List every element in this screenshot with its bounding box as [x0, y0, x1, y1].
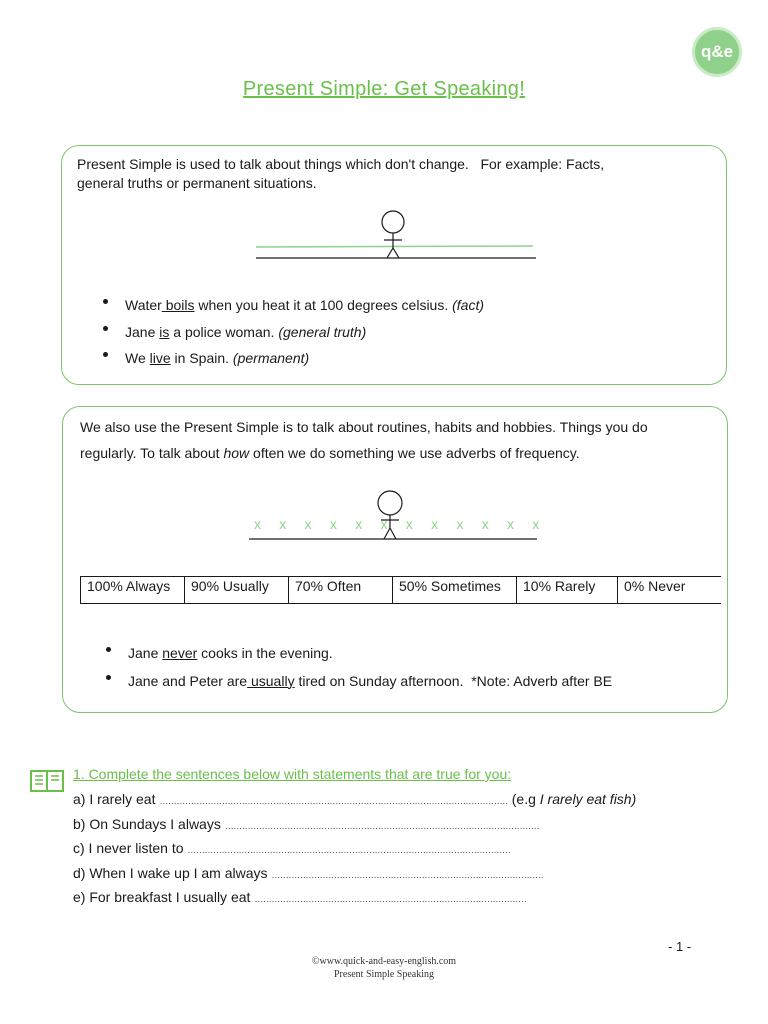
x-mark: x [456, 516, 464, 532]
logo-text: q&e [700, 42, 734, 61]
list-item: Jane and Peter are usually tired on Sunday afternoon. *Note: Adverb after BE [104, 668, 612, 696]
answer-blank[interactable]: …………………………………………………………………………………… [254, 894, 527, 904]
list-item: Jane never cooks in the evening. [104, 640, 612, 668]
footer-subtitle: Present Simple Speaking [334, 969, 434, 980]
answer-blank[interactable]: ………………………………………………………………………………………………… [224, 821, 540, 831]
timeline-green-line [256, 246, 533, 247]
frequency-cell: 70% Often [289, 577, 393, 604]
x-mark: x [481, 516, 489, 532]
x-mark: x [329, 516, 337, 532]
exercise-line-c: c) I never listen to …………………………………………………………………………………………………… [73, 840, 511, 856]
routines-intro [80, 414, 648, 466]
x-mark: x [304, 516, 312, 532]
facts-intro-line1: Present Simple is used to talk about things which don't change. For example: Facts, [77, 156, 605, 172]
page-title: Present Simple: Get Speaking! [242, 78, 526, 100]
routines-intro-line2: regularly. To talk about how often we do something we use adverbs of frequency. [80, 445, 580, 461]
exercise-line-a: a) I rarely eat …………………………………………………………………………………………………………… (e.g I rarely eat fish) [73, 791, 637, 807]
exercise-line-e: e) For breakfast I usually eat …………………………………………………………………………………… [73, 889, 527, 905]
x-mark: x [431, 516, 439, 532]
exercise-heading: 1. Complete the sentences below with statements that are true for you: [73, 766, 512, 782]
book-icon [30, 769, 64, 793]
frequency-cell: 10% Rarely [517, 577, 618, 604]
answer-blank[interactable]: …………………………………………………………………………………… [271, 870, 544, 880]
exercise-line-b: b) On Sundays I always ………………………………………………………………………………………………… [73, 816, 540, 832]
x-mark: x [380, 516, 388, 532]
x-mark: x [279, 516, 287, 532]
x-mark: x [405, 516, 413, 532]
footer-website: ©www.quick-and-easy-english.com [311, 956, 457, 967]
list-item: Water boils when you heat it at 100 degrees celsius. (fact) [101, 292, 484, 319]
list-item: Jane is a police woman. (general truth) [101, 319, 484, 346]
facts-intro-line2: general truths or permanent situations. [77, 175, 317, 191]
frequency-cell: 50% Sometimes [393, 577, 517, 604]
page-number: - 1 - [668, 939, 692, 954]
answer-blank[interactable]: …………………………………………………………………………………………………… [187, 845, 511, 855]
answer-blank[interactable]: …………………………………………………………………………………………………………… [159, 796, 508, 806]
frequency-cell: 100% Always [81, 577, 185, 604]
footer [0, 955, 768, 981]
x-mark: x [507, 516, 514, 532]
x-mark: x [355, 516, 363, 532]
frequency-cell: 90% Usually [185, 577, 289, 604]
frequency-cell: 0% Never [618, 577, 722, 604]
routines-bullets [104, 640, 612, 695]
exercise-line-d: d) When I wake up I am always …………………………………………………………………………………… [73, 865, 544, 881]
x-mark: x [254, 516, 261, 532]
x-mark: x [532, 516, 540, 532]
frequency-table [80, 576, 721, 604]
list-item: We live in Spain. (permanent) [101, 345, 484, 372]
stick-figure-icon [382, 211, 404, 258]
routines-intro-line1: We also use the Present Simple is to talk about routines, habits and hobbies. Things you do [80, 419, 648, 435]
facts-bullets [101, 292, 484, 372]
